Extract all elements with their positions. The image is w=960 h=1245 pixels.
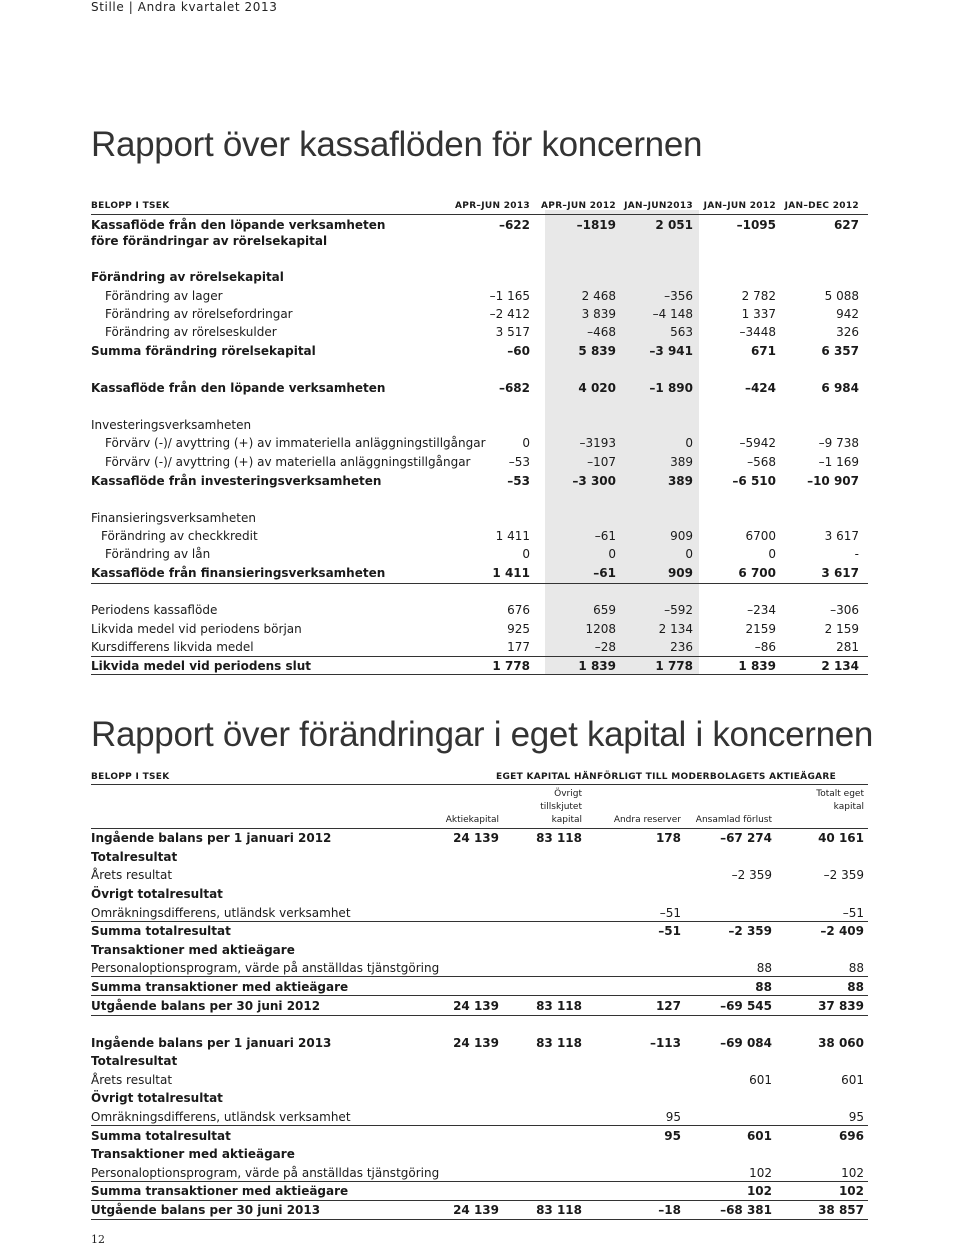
cell-value: –3448: [739, 325, 776, 339]
row-rule: [91, 1181, 868, 1182]
cell-value: –3193: [579, 436, 616, 450]
cell-value: 2 051: [655, 218, 693, 232]
cell-value: 942: [836, 307, 859, 321]
cell-value: 0: [608, 547, 616, 561]
cashflow-col-header: JAN–JUN 2012: [703, 201, 776, 211]
row-label: Totalresultat: [91, 1054, 178, 1068]
cell-value: 2159: [745, 622, 776, 636]
cashflow-header-rule: [91, 214, 868, 215]
equity-title: Rapport över förändringar i eget kapital i koncernen: [91, 715, 874, 754]
cell-value: –51: [658, 924, 681, 938]
cell-value: –69 084: [720, 1036, 772, 1050]
cashflow-col-header: APR–JUN 2013: [455, 201, 530, 211]
row-label: Kassaflöde från investeringsverksamheten: [91, 474, 382, 488]
cell-value: –306: [830, 603, 859, 617]
cell-value: –468: [587, 325, 616, 339]
equity-bottom-rule: [91, 1219, 868, 1220]
row-rule: [91, 1015, 868, 1016]
cell-value: 37 839: [818, 999, 864, 1013]
cell-value: 102: [838, 1184, 864, 1198]
row-label: Likvida medel vid periodens slut: [91, 659, 312, 673]
cell-value: 88: [848, 961, 864, 975]
row-rule: [91, 1200, 868, 1201]
cell-value: 88: [847, 980, 864, 994]
cell-value: 1 839: [738, 659, 776, 673]
cell-value: 0: [685, 436, 693, 450]
row-label: Utgående balans per 30 juni 2013: [91, 1203, 321, 1217]
cell-value: 601: [749, 1073, 772, 1087]
cell-value: –592: [664, 603, 693, 617]
cell-value: 2 159: [824, 622, 859, 636]
cell-value: –2 359: [731, 868, 772, 882]
cell-value: –61: [593, 566, 616, 580]
row-label: Förvärv (-)/ avyttring (+) av materiella anläggningstillgångar: [105, 455, 471, 469]
cell-value: 102: [841, 1166, 864, 1180]
cell-value: –86: [754, 640, 776, 654]
row-label: Periodens kassaflöde: [91, 603, 218, 617]
row-rule: [91, 1125, 868, 1126]
row-label: Summa totalresultat: [91, 924, 231, 938]
cell-value: -: [854, 547, 859, 561]
cell-value: –69 545: [720, 999, 772, 1013]
cell-value: 38 060: [818, 1036, 864, 1050]
cell-value: 659: [593, 603, 616, 617]
cell-value: –10 907: [807, 474, 859, 488]
cell-value: 83 118: [536, 1203, 582, 1217]
cell-value: 83 118: [536, 831, 582, 845]
row-label: Ingående balans per 1 januari 2013: [91, 1036, 332, 1050]
cell-value: 925: [507, 622, 530, 636]
row-label: Kassaflöde från den löpande verksamheten: [91, 381, 386, 395]
cell-value: 601: [841, 1073, 864, 1087]
equity-col-header: Ansamlad förlust: [695, 815, 772, 825]
cell-value: –3 300: [572, 474, 616, 488]
row-label: Summa transaktioner med aktieägare: [91, 980, 349, 994]
cell-value: 83 118: [536, 1036, 582, 1050]
row-label: Investeringsverksamheten: [91, 418, 252, 432]
cell-value: 326: [836, 325, 859, 339]
cell-value: –622: [498, 218, 530, 232]
row-label: Förändring av rörelsekapital: [91, 270, 284, 284]
cell-value: 563: [670, 325, 693, 339]
row-label: Årets resultat: [91, 868, 173, 882]
cell-value: 601: [746, 1129, 772, 1143]
row-label: Ingående balans per 1 januari 2012: [91, 831, 332, 845]
cell-value: –51: [842, 906, 864, 920]
cell-value: –61: [594, 529, 616, 543]
cell-value: 389: [667, 474, 693, 488]
row-label: Förändring av checkkredit: [101, 529, 258, 543]
cell-value: –4 148: [652, 307, 693, 321]
cell-value: 909: [667, 566, 693, 580]
cell-value: –356: [664, 289, 693, 303]
row-label: före förändringar av rörelsekapital: [91, 234, 328, 248]
cell-value: 671: [750, 344, 776, 358]
cell-value: –1819: [576, 218, 616, 232]
cell-value: –1 890: [649, 381, 693, 395]
cell-value: –1 165: [489, 289, 530, 303]
equity-colheader-rule: [91, 828, 868, 829]
cell-value: 281: [836, 640, 859, 654]
cell-value: –53: [508, 455, 530, 469]
cell-value: –424: [744, 381, 776, 395]
cashflow-col-header: APR–JUN 2012: [541, 201, 616, 211]
row-label: Övrigt totalresultat: [91, 887, 223, 901]
cell-value: –113: [649, 1036, 681, 1050]
cell-value: 0: [685, 547, 693, 561]
cell-value: 2 782: [741, 289, 776, 303]
cell-value: –28: [594, 640, 616, 654]
cell-value: 95: [664, 1129, 681, 1143]
cell-value: 2 134: [658, 622, 693, 636]
cell-value: 5 088: [824, 289, 859, 303]
cell-value: –68 381: [720, 1203, 772, 1217]
cell-value: –1095: [736, 218, 776, 232]
cell-value: 178: [655, 831, 681, 845]
equity-group-rule: [455, 784, 868, 785]
cell-value: 24 139: [453, 1036, 499, 1050]
cell-value: 3 617: [821, 566, 859, 580]
row-label: Omräkningsdifferens, utländsk verksamhet: [91, 1110, 351, 1124]
row-label: Omräkningsdifferens, utländsk verksamhet: [91, 906, 351, 920]
row-label: Summa transaktioner med aktieägare: [91, 1184, 349, 1198]
cell-value: 1 839: [578, 659, 616, 673]
row-label: Förändring av lån: [105, 547, 211, 561]
cell-value: 83 118: [536, 999, 582, 1013]
row-rule: [91, 976, 868, 977]
cell-value: –53: [507, 474, 530, 488]
cashflow-title: Rapport över kassaflöden för koncernen: [91, 125, 703, 164]
cell-value: 6 984: [821, 381, 859, 395]
cell-value: –60: [507, 344, 530, 358]
cell-value: 127: [655, 999, 681, 1013]
row-label: Transaktioner med aktieägare: [91, 1147, 295, 1161]
cell-value: 3 839: [581, 307, 616, 321]
cell-value: –682: [498, 381, 530, 395]
cell-value: 1 411: [495, 529, 530, 543]
cell-value: 627: [833, 218, 859, 232]
cell-value: 2 468: [581, 289, 616, 303]
cell-value: 0: [522, 547, 530, 561]
cell-value: 102: [749, 1166, 772, 1180]
cell-value: 2 134: [821, 659, 859, 673]
cashflow-total-rule: [91, 656, 868, 657]
row-label: Transaktioner med aktieägare: [91, 943, 295, 957]
cell-value: 40 161: [818, 831, 864, 845]
cell-value: –5942: [739, 436, 776, 450]
row-label: Summa totalresultat: [91, 1129, 231, 1143]
equity-col-header: Totalt eget kapital: [816, 789, 864, 812]
cell-value: 5 839: [578, 344, 616, 358]
cell-value: –1 169: [818, 455, 859, 469]
row-label: Årets resultat: [91, 1073, 173, 1087]
cell-value: 3 517: [495, 325, 530, 339]
cell-value: 24 139: [453, 1203, 499, 1217]
equity-table: [91, 770, 868, 1220]
cell-value: 102: [746, 1184, 772, 1198]
cell-value: –2 359: [728, 924, 772, 938]
row-rule: [91, 921, 868, 922]
equity-col-header: Andra reserver: [613, 815, 681, 825]
row-label: Likvida medel vid periodens början: [91, 622, 302, 636]
row-label: Finansieringsverksamheten: [91, 511, 256, 525]
equity-unit-label: BELOPP I TSEK: [91, 772, 170, 782]
cell-value: 4 020: [578, 381, 616, 395]
cell-value: –3 941: [649, 344, 693, 358]
cell-value: 389: [670, 455, 693, 469]
cell-value: –234: [747, 603, 776, 617]
cell-value: 1 778: [655, 659, 693, 673]
cell-value: 676: [507, 603, 530, 617]
cell-value: 3 617: [824, 529, 859, 543]
cell-value: –2 409: [820, 924, 864, 938]
row-label: Kassaflöde från finansieringsverksamheten: [91, 566, 386, 580]
cashflow-section-rule: [91, 583, 868, 584]
cell-value: –568: [747, 455, 776, 469]
row-label: Förändring av rörelsefordringar: [105, 307, 293, 321]
cell-value: 236: [670, 640, 693, 654]
document-header: Stille | Andra kvartalet 2013: [91, 0, 278, 14]
cell-value: 1208: [585, 622, 616, 636]
cashflow-unit-label: BELOPP I TSEK: [91, 201, 170, 211]
cashflow-col-header: JAN–JUN2013: [624, 201, 693, 211]
cell-value: 696: [838, 1129, 864, 1143]
cell-value: 24 139: [453, 999, 499, 1013]
cashflow-table: [91, 197, 868, 675]
equity-group-header: EGET KAPITAL HÄNFÖRLIGT TILL MODERBOLAGETS AKTIEÄGARE: [496, 772, 837, 782]
row-label: Utgående balans per 30 juni 2012: [91, 999, 321, 1013]
cell-value: 909: [670, 529, 693, 543]
cell-value: 1 778: [492, 659, 530, 673]
cell-value: 95: [848, 1110, 864, 1124]
row-label: Förändring av lager: [105, 289, 223, 303]
row-label: Personaloptionsprogram, värde på anställdas tjänstgöring: [91, 1166, 440, 1180]
row-rule: [91, 995, 868, 996]
cell-value: –6 510: [732, 474, 776, 488]
cell-value: 88: [756, 961, 772, 975]
cell-value: 177: [507, 640, 530, 654]
row-label: Förvärv (-)/ avyttring (+) av immateriella anläggningstillgångar: [105, 436, 486, 450]
cell-value: 38 857: [818, 1203, 864, 1217]
cell-value: 0: [768, 547, 776, 561]
cell-value: 1 337: [741, 307, 776, 321]
cell-value: 6700: [745, 529, 776, 543]
equity-col-header: Övrigt tillskjutet kapital: [540, 789, 582, 825]
cell-value: –67 274: [720, 831, 772, 845]
row-label: Totalresultat: [91, 850, 178, 864]
cell-value: –9 738: [818, 436, 859, 450]
cell-value: 95: [665, 1110, 681, 1124]
page-number: 12: [91, 1233, 105, 1245]
cashflow-col-header: JAN–DEC 2012: [784, 201, 859, 211]
row-label: Kassaflöde från den löpande verksamheten: [91, 218, 386, 232]
cell-value: 24 139: [453, 831, 499, 845]
cell-value: –2 359: [823, 868, 864, 882]
cell-value: –18: [658, 1203, 681, 1217]
row-label: Summa förändring rörelsekapital: [91, 344, 316, 358]
row-label: Förändring av rörelseskulder: [105, 325, 277, 339]
cell-value: –2 412: [489, 307, 530, 321]
cell-value: –107: [587, 455, 616, 469]
equity-col-header: Aktiekapital: [445, 815, 499, 825]
row-label: Övrigt totalresultat: [91, 1091, 223, 1105]
cell-value: –51: [659, 906, 681, 920]
cell-value: 6 700: [738, 566, 776, 580]
cell-value: 88: [755, 980, 772, 994]
row-label: Personaloptionsprogram, värde på anställdas tjänstgöring: [91, 961, 440, 975]
cell-value: 0: [522, 436, 530, 450]
cashflow-bottom-rule: [91, 674, 868, 675]
cell-value: 6 357: [821, 344, 859, 358]
row-label: Kursdifferens likvida medel: [91, 640, 254, 654]
cell-value: 1 411: [492, 566, 530, 580]
